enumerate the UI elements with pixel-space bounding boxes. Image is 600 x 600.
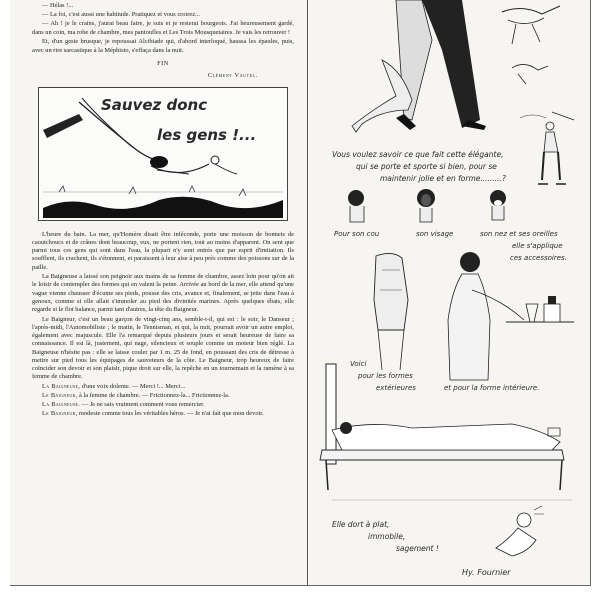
dialogue-line bbox=[32, 401, 294, 409]
caption-shapes: Voici bbox=[350, 360, 367, 368]
woman-pouring-drawing bbox=[448, 252, 574, 380]
label-neck: Pour son cou bbox=[334, 230, 380, 238]
label-ears: son nez et ses oreilles bbox=[480, 230, 558, 238]
cartoon-column bbox=[312, 0, 582, 585]
caption-sleep: immobile, bbox=[368, 532, 406, 541]
bust-ears-drawing bbox=[490, 190, 506, 220]
cherub-drawing bbox=[496, 506, 544, 556]
dancer-drawing bbox=[352, 0, 486, 132]
bust-face-drawing bbox=[417, 189, 435, 222]
caption-shapes: extérieures bbox=[376, 384, 416, 392]
speaker-name: La Baigneuse. bbox=[42, 401, 81, 409]
left-column bbox=[32, 0, 294, 420]
bust-neck-drawing bbox=[348, 190, 364, 222]
caption-sleep: Elle dort à plat, bbox=[332, 520, 390, 529]
caption-shapes: pour les formes bbox=[358, 372, 413, 380]
speaker-name: Le Baigneur, bbox=[42, 410, 78, 418]
flying-figure-drawing bbox=[502, 6, 560, 84]
dialogue-text: — Je ne sais vraiment comment vous remercier. bbox=[80, 401, 205, 409]
dialogue-text: modeste comme tous les véritables héros. — Je n'ai fait que mon devoir. bbox=[77, 410, 264, 418]
story-end: FIN bbox=[157, 59, 169, 67]
illustration-title-line2: les gens !... bbox=[157, 125, 257, 144]
dialogue-text: à la femme de chambre. — Frictionnez-la... Frictionnez-la. bbox=[77, 392, 230, 400]
illustration-title-line1: Sauvez donc bbox=[101, 95, 208, 114]
golfer-drawing bbox=[520, 112, 574, 184]
swimmer-illustration bbox=[38, 87, 288, 221]
cartoon-caption-line: qui se porte et sporte si bien, pour se bbox=[356, 162, 497, 171]
article-paragraph: La Baigneuse a laissé son peignoir aux mains de sa femme de chambre, assez loin pour qu'on ait le loisir de contempler des formes qui en valent la peine. Arrivée au bord de la mer, elle attend qu'une vague vienne chausser d'écume ses pieds, pousse des cris, avance et, finalement, se jette dans l'eau à genoux, comme si elle allait s'immoler au pied des divinités marines. Après quelques ébats, elle regarde si le flot balance, parmi tant d'autres, la tête du Baigneur. bbox=[32, 273, 294, 314]
story-line: — Hélas !... bbox=[42, 2, 74, 9]
column-divider bbox=[307, 0, 308, 585]
story-paragraph: Et, d'un geste brusque, je repoussai Alcibiade qui, d'abord interloqué, haussa les épaules, puis, avec un rire sarcastique à la Méphisto, s'effaça dans la nuit. bbox=[32, 38, 294, 54]
article-paragraph: L'heure du bain. La mer, qu'Homère disait être inféconde, porte une moisson de bonnets de caoutchoucs et de crânes dont beaucoup, eux, ne portent rien, tout au moins d'apparent. On sent que parmi tous ces gens qui sont dans l'eau, la plupart n'y sont entrés que par esprit d'imitation. Ils soufflent, ils crachent, ils s'étonnent, et paraissent à leur aise à peu près comme des poissons sur de la paille. bbox=[32, 230, 294, 271]
story-line: — La foi, c'est aussi une habitude. Pratiquez et vous croirez... bbox=[42, 11, 200, 19]
corset-drawing bbox=[374, 253, 408, 370]
dialogue-line bbox=[32, 383, 294, 391]
speaker-name: Le Baigneur, bbox=[42, 392, 78, 400]
story-paragraph: — Ah ! je le crains, j'aurai beau faire, je suis et je resterai bourgeois. J'ai heureusement gardé, dans un coin, ma robe de chambre, mes pantoufles et Les Trois Mousquetaires. Je vais les retrouver ! bbox=[32, 20, 294, 36]
dialogue-text: d'une voix dolente. — Merci !... Merci... bbox=[80, 382, 186, 390]
caption-shapes: et pour la forme intérieure. bbox=[444, 384, 540, 392]
story-author: Clément Vautel. bbox=[207, 71, 258, 79]
cartoon-caption-line: Vous voulez savoir ce que fait cette élégante, bbox=[332, 150, 504, 159]
label-extra: ces accessoires. bbox=[510, 254, 567, 262]
artist-signature: Hy. Fournier bbox=[462, 568, 511, 577]
dialogue-line bbox=[32, 410, 294, 418]
dialogue-line bbox=[32, 392, 294, 400]
article-paragraph: Le Baigneur, c'est un beau garçon de vingt-cinq ans, semble-t-il, qui est : le soir, le Danseur ; l'après-midi, l'Automobiliste ; le matin, le Tennisman, et qui, la nuit, pourrait avoir un autre emploi, également avec majuscule. Elle l'a remarqué depuis plusieurs jours et serait heureuse de faire sa connaissance. Il est là, justement, qui nage, silencieux et souple comme un moteur bien réglé. La Baigneuse n'hésite pas : elle se laisse couler par 1 m. 25 de fond, en poussant des cris de détresse à mettre sur pied tous les équipages de sauveteurs de la côte. Le Baigneur, trop heureux de faire coïncider son devoir et son plaisir, pique droit sur elle, la repêche en un tournemain et la ramène à sa femme de chambre. bbox=[32, 315, 294, 381]
magazine-page bbox=[10, 0, 591, 586]
speaker-name: La Baigneuse, bbox=[42, 382, 81, 390]
caption-sleep: sagement ! bbox=[396, 544, 439, 553]
cartoon-drawings bbox=[312, 0, 582, 585]
label-extra: elle s'applique bbox=[512, 242, 563, 250]
cartoon-caption-line: maintenir jolie et en forme.........? bbox=[380, 174, 506, 183]
label-face: son visage bbox=[416, 230, 454, 238]
